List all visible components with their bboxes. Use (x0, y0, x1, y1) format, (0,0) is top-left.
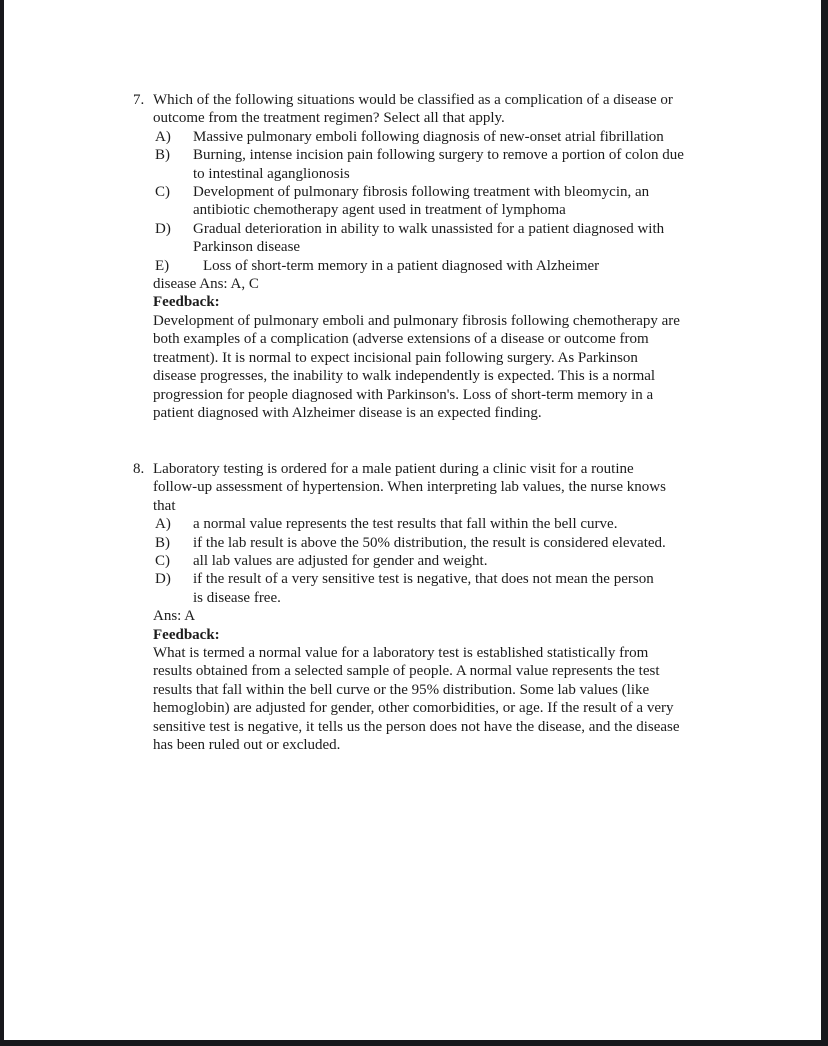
option-letter: A) (155, 128, 171, 145)
feedback-label: Feedback: (153, 294, 220, 311)
feedback-label: Feedback: (153, 626, 220, 643)
question-8-block (133, 460, 773, 755)
option-d (133, 220, 773, 238)
option-text: if the result of a very sensitive test is negative, that does not mean the person (193, 571, 654, 588)
option-text: Gradual deterioration in ability to walk unassisted for a patient diagnosed with (193, 220, 665, 237)
option-letter: B) (155, 147, 170, 164)
option-text-continuation: antibiotic chemotherapy agent used in treatment of lymphoma (193, 202, 566, 219)
option-text: Development of pulmonary fibrosis following treatment with bleomycin, an (193, 184, 650, 201)
option-text: all lab values are adjusted for gender and weight. (193, 553, 488, 570)
option-text: a normal value represents the test results that fall within the bell curve. (193, 516, 618, 533)
question-text-line: Which of the following situations would be classified as a complication of a disease or (153, 92, 673, 108)
option-letter: A) (155, 516, 171, 533)
left-bezel (0, 0, 4, 1046)
feedback-line: has been ruled out or excluded. (153, 737, 341, 754)
question-text-line: that (153, 497, 176, 514)
option-letter: C) (155, 553, 170, 570)
right-bezel (821, 0, 828, 1046)
option-letter: C) (155, 184, 170, 201)
option-text: Loss of short-term memory in a patient diagnosed with Alzheimer (203, 257, 600, 274)
feedback-line: both examples of a complication (adverse extensions of a disease or outcome from (153, 331, 649, 348)
bottom-bezel (0, 1040, 828, 1046)
option-a (133, 128, 773, 146)
feedback-line: hemoglobin) are adjusted for gender, other comorbidities, or age. If the result of a very (153, 700, 674, 717)
question-text-line: follow-up assessment of hypertension. When interpreting lab values, the nurse knows (153, 479, 666, 496)
option-letter: D) (155, 220, 171, 237)
feedback-line: results obtained from a selected sample of people. A normal value represents the test (153, 663, 660, 680)
option-text-continuation: Parkinson disease (193, 239, 301, 256)
feedback-line: results that fall within the bell curve or the 95% distribution. Some lab values (like (153, 681, 650, 698)
question-7-block (133, 91, 773, 422)
option-a (133, 515, 773, 533)
option-c (133, 552, 773, 570)
option-text-continuation: is disease free. (193, 589, 281, 606)
feedback-line: sensitive test is negative, it tells us the person does not have the disease, and the disease (153, 718, 680, 735)
option-text: Burning, intense incision pain following surgery to remove a portion of colon due (193, 147, 684, 164)
question-text-line: outcome from the treatment regimen? Select all that apply. (153, 110, 505, 127)
question-number: 8. (133, 461, 145, 477)
option-text: Massive pulmonary emboli following diagnosis of new-onset atrial fibrillation (193, 128, 664, 145)
question-first-line (133, 91, 773, 109)
option-letter: B) (155, 534, 170, 551)
question-first-line (133, 460, 773, 478)
question-number: 7. (133, 92, 145, 108)
option-b (133, 146, 773, 164)
option-letter: E) (155, 257, 170, 274)
option-b (133, 534, 773, 552)
feedback-line: treatment). It is normal to expect incisional pain following surgery. As Parkinson (153, 349, 638, 366)
question-text-line: Laboratory testing is ordered for a male patient during a clinic visit for a routine (153, 461, 634, 477)
option-e (133, 257, 773, 275)
answer-line: disease Ans: A, C (153, 276, 259, 293)
feedback-line: progression for people diagnosed with Parkinson's. Loss of short-term memory in a (153, 386, 654, 403)
feedback-line: What is termed a normal value for a laboratory test is established statistically from (153, 645, 649, 662)
option-text-continuation: to intestinal aganglionosis (193, 165, 350, 182)
option-letter: D) (155, 571, 171, 588)
feedback-line: patient diagnosed with Alzheimer disease is an expected finding. (153, 404, 542, 421)
feedback-line: Development of pulmonary emboli and pulmonary fibrosis following chemotherapy are (153, 312, 680, 329)
feedback-line: disease progresses, the inability to walk independently is expected. This is a normal (153, 368, 656, 385)
option-d (133, 570, 773, 588)
option-text: if the lab result is above the 50% distribution, the result is considered elevated. (193, 534, 666, 551)
answer-line: Ans: A (153, 608, 196, 625)
option-c (133, 183, 773, 201)
